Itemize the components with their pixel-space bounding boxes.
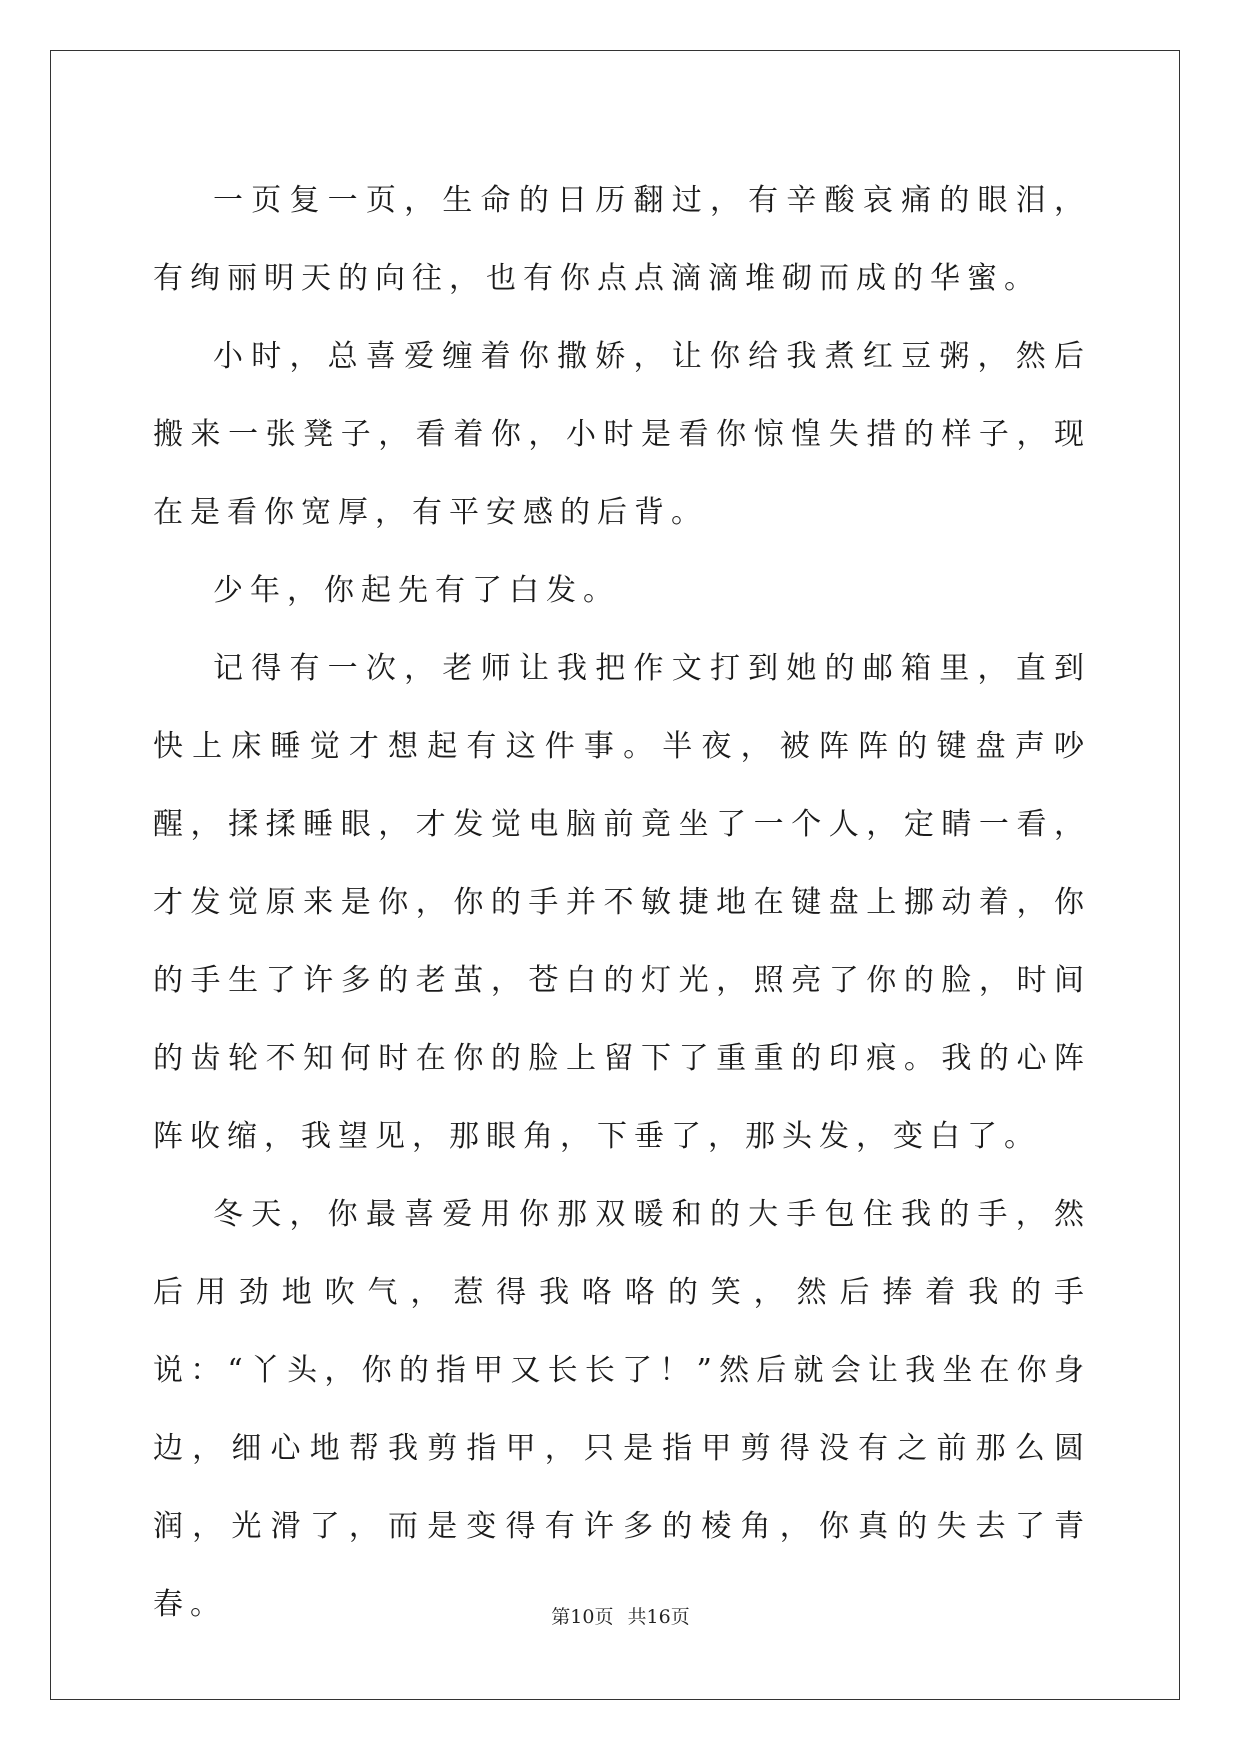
paragraph-5: 冬天，你最喜爱用你那双暖和的大手包住我的手，然后用劲地吹气，惹得我咯咯的笑，然后捧着我的手说：“丫头，你的指甲又长长了！”然后就会让我坐在你身边，细心地帮我剪指甲，只是指甲剪得没有之前那么圆润，光滑了，而是变得有许多的棱角，你真的失去了青春。 [153,1197,1091,1622]
paragraph-1: 一页复一页，生命的日历翻过，有辛酸哀痛的眼泪，有绚丽明天的向往，也有你点点滴滴堆砌而成的华蜜。 [153,183,1091,296]
page-total: 共16页 [627,1606,690,1628]
page-number: 第10页 [551,1606,614,1628]
paragraph-4: 记得有一次，老师让我把作文打到她的邮箱里，直到快上床睡觉才想起有这件事。半夜，被阵阵的键盘声吵醒，揉揉睡眼，才发觉电脑前竟坐了一个人，定睛一看，才发觉原来是你，你的手并不敏捷地在键盘上挪动着，你的手生了许多的老茧，苍白的灯光，照亮了你的脸，时间的齿轮不知何时在你的脸上留下了重重的印痕。我的心阵阵收缩，我望见，那眼角，下垂了，那头发，变白了。 [153,651,1091,1154]
page-footer [0,1602,1241,1629]
document-body [153,162,1091,1644]
paragraph-2: 小时，总喜爱缠着你撒娇，让你给我煮红豆粥，然后搬来一张凳子，看着你，小时是看你惊惶失措的样子，现在是看你宽厚，有平安感的后背。 [153,339,1091,530]
paragraph-3: 少年，你起先有了白发。 [213,573,620,608]
